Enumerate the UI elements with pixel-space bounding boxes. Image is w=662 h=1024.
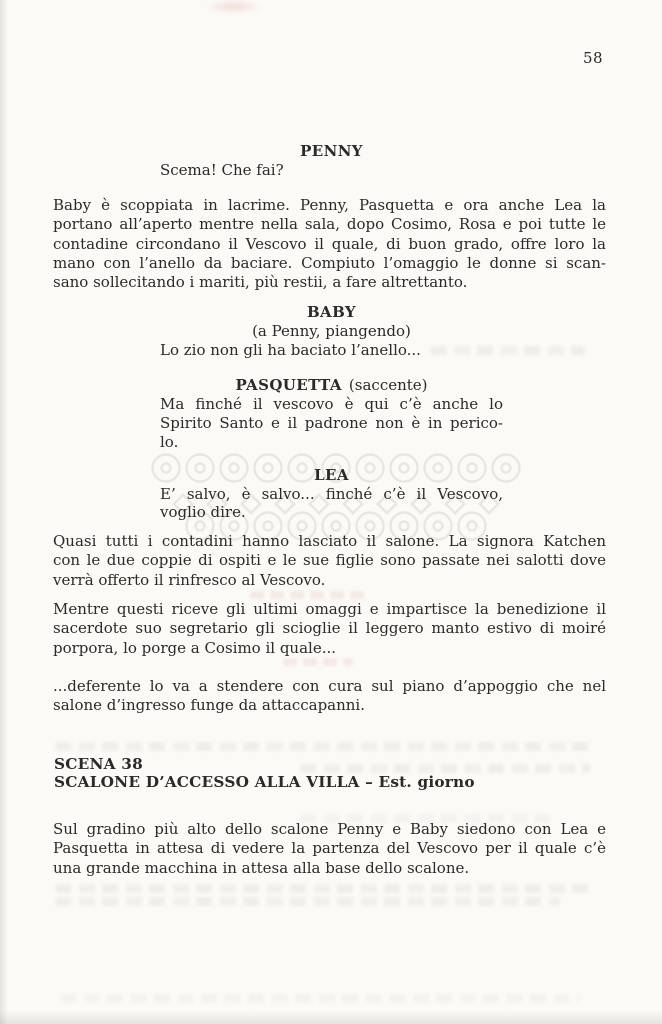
speaker-name: PENNY	[300, 142, 363, 160]
bleed-through-artifact	[60, 994, 580, 1003]
action-line: una grande macchina in attesa alla base dello scalone.	[53, 858, 470, 877]
action-line: mano con l’anello da baciare. Compiuto l’omaggio le donne si scan-	[53, 253, 606, 272]
action-line: portano all’aperto mentre nella sala, dopo Cosimo, Rosa e poi tutte le	[53, 215, 606, 234]
dialogue-line: Lo zio non gli ha baciato l’anello...	[160, 341, 421, 359]
bleed-through-artifact	[55, 884, 595, 893]
action-line: porpora, lo porge a Cosimo il quale...	[53, 638, 337, 657]
scan-edge-shading	[0, 0, 8, 1024]
action-paragraph	[53, 196, 606, 292]
action-line: sano sollecitando i mariti, più restii, a fare altrettanto.	[53, 273, 468, 292]
bleed-through-artifact	[250, 591, 370, 599]
scan-bottom-shading	[0, 1010, 662, 1024]
action-paragraph	[53, 677, 606, 716]
dialogue-line: E’ salvo, è salvo... finché c’è il Vescovo,	[160, 484, 503, 503]
speaker-name: LEA	[314, 466, 349, 484]
dialogue-block-pasquetta	[160, 376, 503, 452]
bleed-through-artifact	[55, 742, 595, 751]
pink-smudge-artifact	[205, 0, 263, 13]
bleed-through-artifact	[55, 897, 560, 906]
speaker-line	[160, 376, 503, 395]
dialogue-block-penny	[160, 142, 503, 180]
action-line: Mentre questi riceve gli ultimi omaggi e impartisce la benedizione il	[53, 600, 606, 618]
scene-number: SCENA 38	[54, 755, 143, 773]
action-line: Quasi tutti i contadini hanno lasciato il salone. La signora Katchen	[53, 532, 606, 550]
action-paragraph	[53, 820, 606, 878]
dialogue-line: lo.	[160, 433, 179, 451]
dialogue-block-baby	[160, 303, 503, 360]
page-number: 58	[583, 49, 604, 67]
action-line: verrà offerto il rinfresco al Vescovo.	[53, 570, 326, 589]
action-paragraph	[53, 532, 606, 590]
action-line: Pasquetta in attesa di vedere la partenza del Vescovo per il quale c’è	[53, 839, 606, 858]
action-line: con le due coppie di ospiti e le sue figlie sono passate nei salotti dove	[53, 551, 606, 570]
action-line: ...deferente lo va a stendere con cura sul piano d’appoggio che nel	[53, 677, 606, 695]
action-line: Sul gradino più alto dello scalone Penny e Baby siedono con Lea e	[53, 820, 606, 838]
scene-location: SCALONE D’ACCESSO ALLA VILLA – Est. giorno	[54, 773, 475, 791]
action-line: salone d’ingresso funge da attaccapanni.	[53, 696, 365, 715]
bleed-through-artifact	[283, 658, 353, 666]
dialogue-line: Spirito Santo e il padrone non è in perico-	[160, 414, 503, 432]
dialogue-block-lea	[160, 466, 503, 522]
speaker-name: PASQUETTA	[235, 376, 342, 394]
speaker-name: BABY	[306, 303, 357, 321]
action-line: contadine circondano il Vescovo il quale, di buon grado, offre loro la	[53, 234, 606, 253]
scene-heading	[54, 755, 475, 791]
action-line: Baby è scoppiata in lacrime. Penny, Pasquetta e ora anche Lea la	[53, 196, 606, 214]
speaker-qualifier: (saccente)	[348, 376, 428, 394]
parenthetical: (a Penny, piangendo)	[252, 322, 411, 340]
dialogue-line: voglio dire.	[160, 503, 246, 521]
dialogue-line: Scema! Che fai?	[160, 161, 284, 179]
dialogue-line: Ma finché il vescovo è qui c’è anche lo	[160, 395, 503, 413]
action-paragraph	[53, 600, 606, 658]
action-line: sacerdote suo segretario gli scioglie il leggero manto estivo di moiré	[53, 619, 606, 638]
